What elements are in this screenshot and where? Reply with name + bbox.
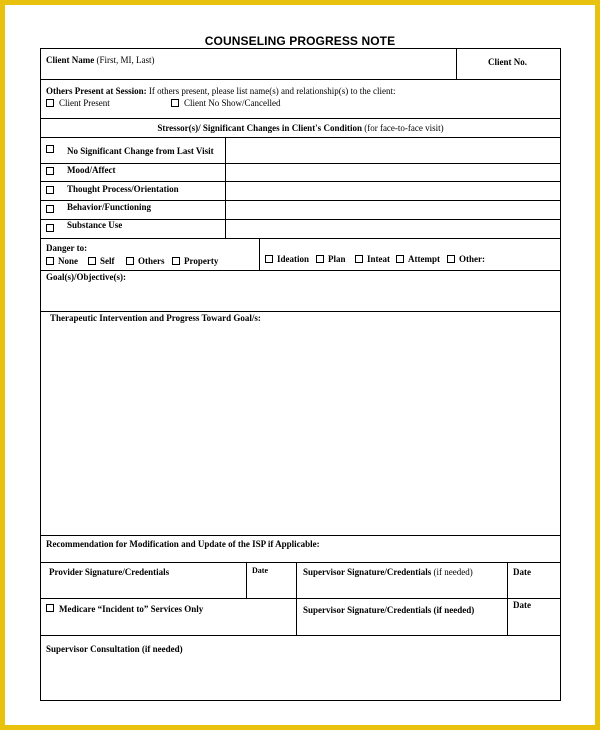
stressor-label: Behavior/Functioning	[67, 202, 152, 212]
stressor-checkbox[interactable]	[46, 186, 54, 194]
stressor-label: No Significant Change from Last Visit	[67, 146, 214, 156]
danger-others-label: Others	[138, 256, 165, 266]
danger-ideation-label: Ideation	[277, 254, 310, 264]
client-number-label: Client No.	[488, 57, 527, 67]
client-present-checkbox[interactable]	[46, 99, 54, 107]
client-no-show-checkbox[interactable]	[171, 99, 179, 107]
provider-date-label: Date	[252, 566, 268, 575]
supervisor-signature-hint: (if needed)	[433, 567, 473, 577]
danger-none-label: None	[58, 256, 78, 266]
stressor-label: Mood/Affect	[67, 165, 116, 175]
stressor-label: Substance Use	[67, 220, 123, 230]
row-divider	[41, 311, 560, 312]
danger-attempt-label: Attempt	[408, 254, 440, 264]
col-divider	[456, 49, 457, 79]
stressor-checkbox[interactable]	[46, 145, 54, 153]
row-divider	[41, 238, 560, 239]
medicare-label: Medicare “Incident to” Services Only	[59, 604, 204, 614]
danger-self-label: Self	[100, 256, 115, 266]
stressor-checkbox[interactable]	[46, 224, 54, 232]
row-divider	[41, 562, 560, 563]
danger-plan-checkbox[interactable]	[316, 255, 324, 263]
client-name-hint: (First, MI, Last)	[96, 55, 155, 65]
danger-ideation-checkbox[interactable]	[265, 255, 273, 263]
stressors-header-label: Stressor(s)/ Significant Changes in Client's Condition	[157, 123, 362, 133]
client-name-field[interactable]	[46, 55, 155, 66]
therapeutic-label: Therapeutic Intervention and Progress Toward Goal/s:	[50, 313, 261, 323]
provider-signature-label: Provider Signature/Credentials	[49, 567, 170, 577]
danger-other-checkbox[interactable]	[447, 255, 455, 263]
form-page	[5, 5, 595, 725]
row-divider	[41, 270, 560, 271]
row-divider	[41, 163, 560, 164]
danger-others-checkbox[interactable]	[126, 257, 134, 265]
stressors-header-hint: (for face-to-face visit)	[364, 123, 444, 133]
others-present-row	[46, 86, 396, 97]
stressor-label: Thought Process/Orientation	[67, 184, 179, 194]
danger-none-checkbox[interactable]	[46, 257, 54, 265]
client-name-label: Client Name	[46, 55, 95, 65]
medicare-date-label: Date	[513, 600, 531, 610]
medicare-checkbox[interactable]	[46, 604, 54, 612]
stressors-header	[41, 123, 560, 134]
supervisor-date-label: Date	[513, 567, 531, 577]
recommendation-label: Recommendation for Modification and Update of the ISP if Applicable:	[46, 539, 320, 549]
row-divider	[41, 79, 560, 80]
client-no-show-label: Client No Show/Cancelled	[184, 98, 281, 108]
supervisor-signature-needed-label: Supervisor Signature/Credentials (if needed)	[303, 605, 475, 615]
supervisor-signature-field	[303, 567, 473, 578]
col-divider	[246, 562, 247, 598]
danger-other-label: Other:	[459, 254, 485, 264]
row-divider	[41, 598, 560, 599]
danger-property-label: Property	[184, 256, 219, 266]
stressor-checkbox[interactable]	[46, 167, 54, 175]
danger-intent-checkbox[interactable]	[355, 255, 363, 263]
consultation-label: Supervisor Consultation (if needed)	[46, 644, 183, 654]
row-divider	[41, 181, 560, 182]
col-divider	[225, 137, 226, 238]
row-divider	[41, 200, 560, 201]
danger-attempt-checkbox[interactable]	[396, 255, 404, 263]
stressor-checkbox[interactable]	[46, 205, 54, 213]
row-divider	[41, 535, 560, 536]
others-present-hint: If others present, please list name(s) and relationship(s) to the client:	[148, 86, 396, 96]
page-title: COUNSELING PROGRESS NOTE	[204, 34, 396, 48]
col-divider	[259, 238, 260, 270]
danger-property-checkbox[interactable]	[172, 257, 180, 265]
supervisor-signature-label: Supervisor Signature/Credentials	[303, 567, 432, 577]
col-divider	[296, 562, 297, 635]
danger-label: Danger to:	[46, 243, 88, 253]
col-divider	[507, 562, 508, 635]
row-divider	[41, 137, 560, 138]
row-divider	[41, 635, 560, 636]
client-present-label: Client Present	[59, 98, 110, 108]
row-divider	[41, 118, 560, 119]
danger-self-checkbox[interactable]	[88, 257, 96, 265]
danger-plan-label: Plan	[328, 254, 346, 264]
danger-intent-label: Inteat	[367, 254, 390, 264]
others-present-label: Others Present at Session:	[46, 86, 147, 96]
progress-note-form	[40, 48, 561, 701]
goals-label: Goal(s)/Objective(s):	[46, 272, 126, 282]
